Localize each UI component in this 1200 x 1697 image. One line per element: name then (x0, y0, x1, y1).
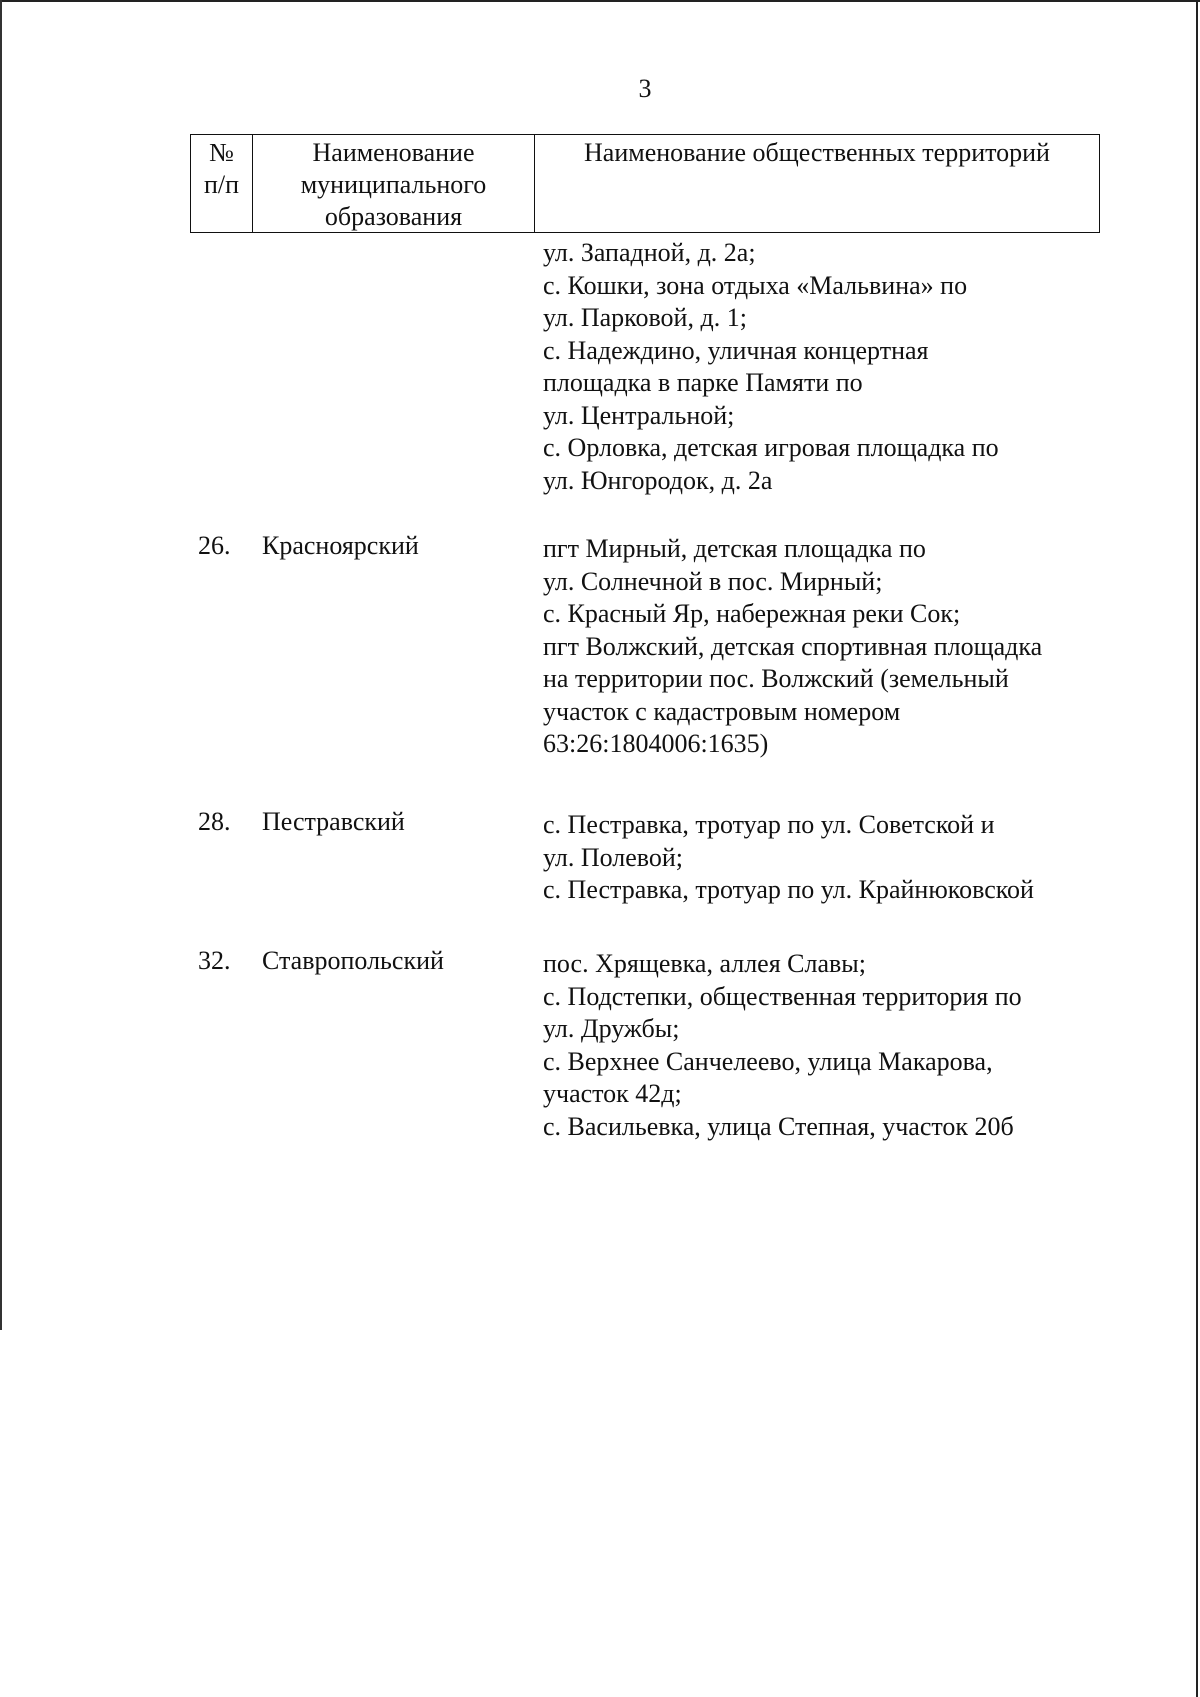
row-territories (543, 809, 1103, 907)
header-num-line: № (209, 138, 234, 167)
territory-line: с. Пестравка, тротуар по ул. Советской и (543, 810, 995, 839)
territory-line: с. Красный Яр, набережная реки Сок; (543, 599, 961, 628)
row-territories (543, 533, 1103, 761)
territory-line: с. Васильевка, улица Степная, участок 20б (543, 1111, 1014, 1141)
territory-line: ул. Центральной; (543, 400, 735, 430)
territory-line: 63:26:1804006:1635) (543, 729, 769, 758)
header-territories-cell (535, 135, 1099, 232)
scan-edge-top (0, 0, 1200, 2)
territory-line: с. Подстепки, общественная территория по (543, 981, 1022, 1011)
territory-line: пгт Мирный, детская площадка по (543, 534, 926, 563)
territory-line: с. Верхнее Санчелеево, улица Макарова, (543, 1046, 993, 1076)
territory-line: с. Надеждино, уличная концертная (543, 335, 929, 365)
row-municipality: Пестравский (262, 807, 405, 836)
territory-line: ул. Полевой; (543, 842, 684, 872)
row-municipality: Ставропольский (262, 946, 444, 975)
territory-line: участок 42д; (543, 1079, 682, 1108)
territory-line: с. Орловка, детская игровая площадка по (543, 433, 999, 462)
header-num-line: п/п (203, 170, 240, 199)
row-number: 32. (198, 946, 231, 975)
territory-line: ул. Западной, д. 2а; (543, 238, 756, 267)
table-header (190, 134, 1100, 233)
header-municipality-line: Наименование (312, 138, 475, 167)
header-territories-line: Наименование общественных территорий (584, 138, 1050, 167)
row-municipality: Красноярский (262, 531, 419, 560)
scan-edge-left (0, 0, 2, 1330)
header-num-cell (191, 135, 253, 232)
territory-line: ул. Юнгородок, д. 2а (543, 465, 773, 495)
territory-line: площадка в парке Памяти по (543, 368, 863, 397)
row-number: 28. (198, 807, 231, 836)
territory-line: ул. Дружбы; (543, 1014, 680, 1043)
territory-line: участок с кадастровым номером (543, 696, 901, 726)
header-municipality-line: муниципального (300, 170, 487, 199)
scan-edge-right (1196, 0, 1198, 1697)
territory-line: с. Кошки, зона отдыха «Мальвина» по (543, 270, 968, 300)
territory-line: пгт Волжский, детская спортивная площадка (543, 631, 1043, 661)
territory-line: на территории пос. Волжский (земельный (543, 664, 1009, 693)
continuation-territories (543, 237, 1103, 497)
row-territories (543, 948, 1103, 1143)
header-municipality-cell (253, 135, 535, 232)
row-number: 26. (198, 531, 231, 560)
page-number: 3 (638, 74, 652, 103)
header-municipality-line: образования (324, 202, 463, 231)
territory-line: ул. Солнечной в пос. Мирный; (543, 566, 883, 596)
territory-line: ул. Парковой, д. 1; (543, 303, 747, 332)
territory-line: с. Пестравка, тротуар по ул. Крайнюковской (543, 875, 1034, 904)
territory-line: пос. Хрящевка, аллея Славы; (543, 949, 866, 978)
